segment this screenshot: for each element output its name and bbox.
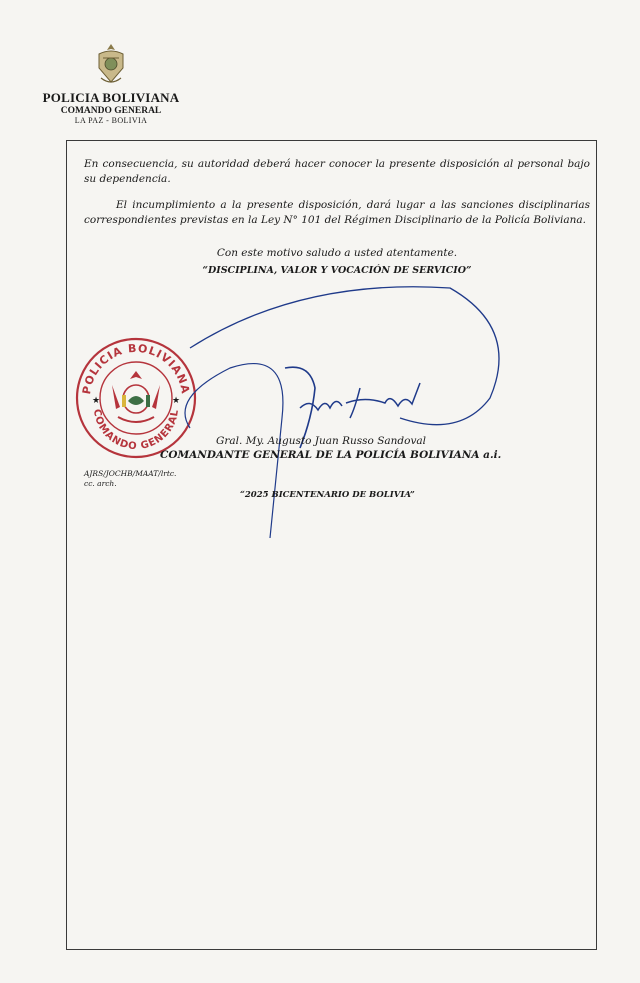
- cc-line: cc. arch.: [84, 479, 117, 488]
- letterhead-organization: POLICIA BOLIVIANA: [42, 90, 180, 105]
- seal-star-left-icon: ★: [92, 395, 101, 405]
- bicentennial-slogan: “2025 BICENTENARIO DE BOLIVIA”: [240, 490, 415, 500]
- closing-salutation: Con este motivo saludo a usted atentamente.: [216, 247, 458, 259]
- seal-top-text: POLICIA BOLIVIANA: [80, 341, 192, 396]
- signer-name: Gral. My. Augusto Juan Russo Sandoval: [216, 435, 427, 447]
- institutional-motto: “DISCIPLINA, VALOR Y VOCACIÓN DE SERVICIO”: [202, 265, 472, 276]
- signer-title: COMANDANTE GENERAL DE LA POLICÍA BOLIVIANA a.i.: [160, 449, 502, 461]
- letterhead-command: COMANDO GENERAL: [60, 106, 162, 116]
- initials-line: AJRS/JOCHB/MAAT/lrtc.: [84, 469, 177, 478]
- reference-initials: [84, 469, 176, 489]
- handwritten-signature: [150, 268, 510, 553]
- letterhead-city: LA PAZ - BOLIVIA: [74, 116, 148, 125]
- letterhead: [40, 42, 182, 125]
- seal-bottom-text: COMANDO GENERAL: [90, 408, 182, 453]
- seal-star-right-icon: ★: [172, 395, 181, 405]
- paragraph-sanctions: El incumplimiento a la presente disposición, dará lugar a las sanciones disciplinarias correspondientes previstas en la Ley N° 101 del Régimen Disciplinario de la Policía Boliviana.: [84, 199, 590, 226]
- police-crest-icon: [93, 42, 129, 88]
- paragraph-consequence: En consecuencia, su autoridad deberá hacer conocer la presente disposición al personal bajo su dependencia.: [84, 158, 590, 185]
